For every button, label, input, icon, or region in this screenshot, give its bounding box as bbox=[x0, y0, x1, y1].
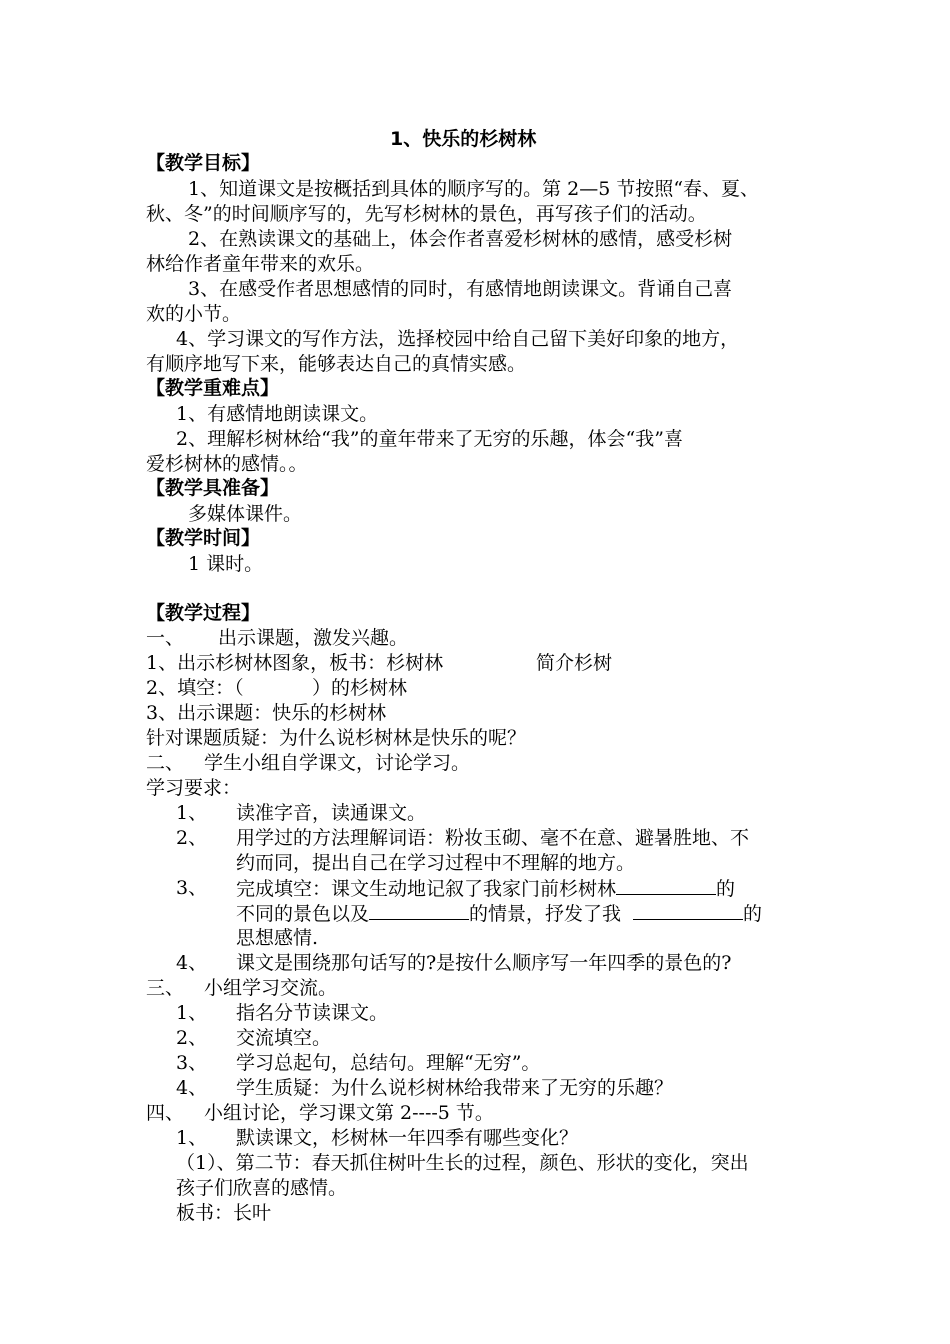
list-item-text: 用学过的方法理解词语：粉妆玉砌、毫不在意、避暑胜地、不 bbox=[236, 827, 750, 849]
time-heading: 【教学时间】 bbox=[146, 527, 261, 549]
goals-heading: 【教学目标】 bbox=[146, 152, 261, 174]
list-item-number: 1、 bbox=[176, 1127, 208, 1149]
list-item-number: 1、 bbox=[176, 802, 208, 824]
list-item-text: 约而同，提出自己在学习过程中不理解的地方。 bbox=[236, 852, 636, 874]
blank-underline bbox=[633, 901, 743, 920]
list-item-number: 2、 bbox=[176, 827, 208, 849]
goals-line: 林给作者童年带来的欢乐。 bbox=[146, 253, 375, 275]
part1-line: 1、出示杉树林图象，板书：杉树林 bbox=[146, 652, 444, 674]
list-item-number: 2、 bbox=[176, 1027, 208, 1049]
part1-line: 简介杉树 bbox=[536, 652, 613, 674]
materials-heading: 【教学具准备】 bbox=[146, 477, 280, 499]
list-item-number: 1、 bbox=[176, 1002, 208, 1024]
materials-line: 多媒体课件。 bbox=[188, 503, 303, 525]
part2-label: 二、 bbox=[146, 752, 185, 774]
list-item-number: 4、 bbox=[176, 952, 208, 974]
list-item-text: 课文是围绕那句话写的?是按什么顺序写一年四季的景色的? bbox=[236, 952, 732, 974]
sub-item-text: 孩子们欣喜的感情。 bbox=[176, 1177, 348, 1199]
fill-text: 完成填空：课文生动地记叙了我家门前杉树林 bbox=[236, 878, 617, 900]
keypoints-line: 2、理解杉树林给“我”的童年带来了无穷的乐趣，体会“我”喜 bbox=[176, 428, 683, 450]
part3-label: 三、 bbox=[146, 977, 185, 999]
goals-line: 秋、冬”的时间顺序写的，先写杉树林的景色，再写孩子们的活动。 bbox=[146, 203, 707, 225]
part1-line: 3、出示课题：快乐的杉树林 bbox=[146, 702, 387, 724]
goals-line: 4、学习课文的写作方法，选择校园中给自己留下美好印象的地方， bbox=[176, 328, 740, 350]
blank-underline bbox=[616, 876, 716, 895]
list-item-text bbox=[236, 901, 762, 927]
part1-label: 一、 bbox=[146, 627, 185, 649]
part1-line: 针对课题质疑：为什么说杉树林是快乐的呢？ bbox=[146, 727, 527, 749]
keypoints-line: 爱杉树林的感情。。 bbox=[146, 453, 308, 475]
part1-text: 出示课题，激发兴趣。 bbox=[218, 627, 409, 649]
part2-text: 学生小组自学课文，讨论学习。 bbox=[204, 752, 471, 774]
goals-line: 1、知道课文是按概括到具体的顺序写的。第 2—5 节按照“春、夏、 bbox=[188, 178, 760, 200]
fill-text: 不同的景色以及 bbox=[236, 903, 370, 925]
list-item-text: 学生质疑：为什么说杉树林给我带来了无穷的乐趣？ bbox=[236, 1077, 674, 1099]
part4-text: 小组讨论，学习课文第 2----5 节。 bbox=[204, 1102, 494, 1124]
part2-req: 学习要求： bbox=[146, 777, 242, 799]
part1-line: 2、填空：（ bbox=[146, 677, 244, 699]
part3-text: 小组学习交流。 bbox=[204, 977, 338, 999]
keypoints-heading: 【教学重难点】 bbox=[146, 377, 280, 399]
fill-text: 的情景，抒发了我 bbox=[469, 903, 622, 925]
list-item-number: 3、 bbox=[176, 877, 208, 899]
time-line: 1 课时。 bbox=[188, 553, 264, 575]
fill-text: 的 bbox=[743, 903, 763, 925]
part4-label: 四、 bbox=[146, 1102, 185, 1124]
sub-item-text: 板书：长叶 bbox=[176, 1202, 272, 1224]
list-item-number: 3、 bbox=[176, 1052, 208, 1074]
goals-line: 有顺序地写下来，能够表达自己的真情实感。 bbox=[146, 353, 527, 375]
sub-item-text: （1）、第二节：春天抓住树叶生长的过程，颜色、形状的变化，突出 bbox=[176, 1152, 749, 1174]
goals-line: 2、在熟读课文的基础上，体会作者喜爱杉树林的感情，感受杉树 bbox=[188, 228, 733, 250]
keypoints-line: 1、有感情地朗读课文。 bbox=[176, 403, 379, 425]
list-item-text: 默读课文，杉树林一年四季有哪些变化？ bbox=[236, 1127, 579, 1149]
process-heading: 【教学过程】 bbox=[146, 602, 261, 624]
list-item-text: 思想感情. bbox=[236, 927, 319, 949]
fill-text: 的 bbox=[716, 878, 736, 900]
goals-line: 欢的小节。 bbox=[146, 303, 242, 325]
list-item-text bbox=[236, 876, 735, 902]
list-item-text: 指名分节读课文。 bbox=[236, 1002, 389, 1024]
goals-line: 3、在感受作者思想感情的同时，有感情地朗读课文。背诵自己喜 bbox=[188, 278, 733, 300]
list-item-text: 读准字音，读通课文。 bbox=[236, 802, 427, 824]
list-item-text: 学习总起句，总结句。理解“无穷”。 bbox=[236, 1052, 541, 1074]
list-item-number: 4、 bbox=[176, 1077, 208, 1099]
part1-line: ）的杉树林 bbox=[312, 677, 408, 699]
page-title: 1、快乐的杉树林 bbox=[390, 128, 537, 150]
list-item-text: 交流填空。 bbox=[236, 1027, 332, 1049]
blank-underline bbox=[369, 901, 469, 920]
